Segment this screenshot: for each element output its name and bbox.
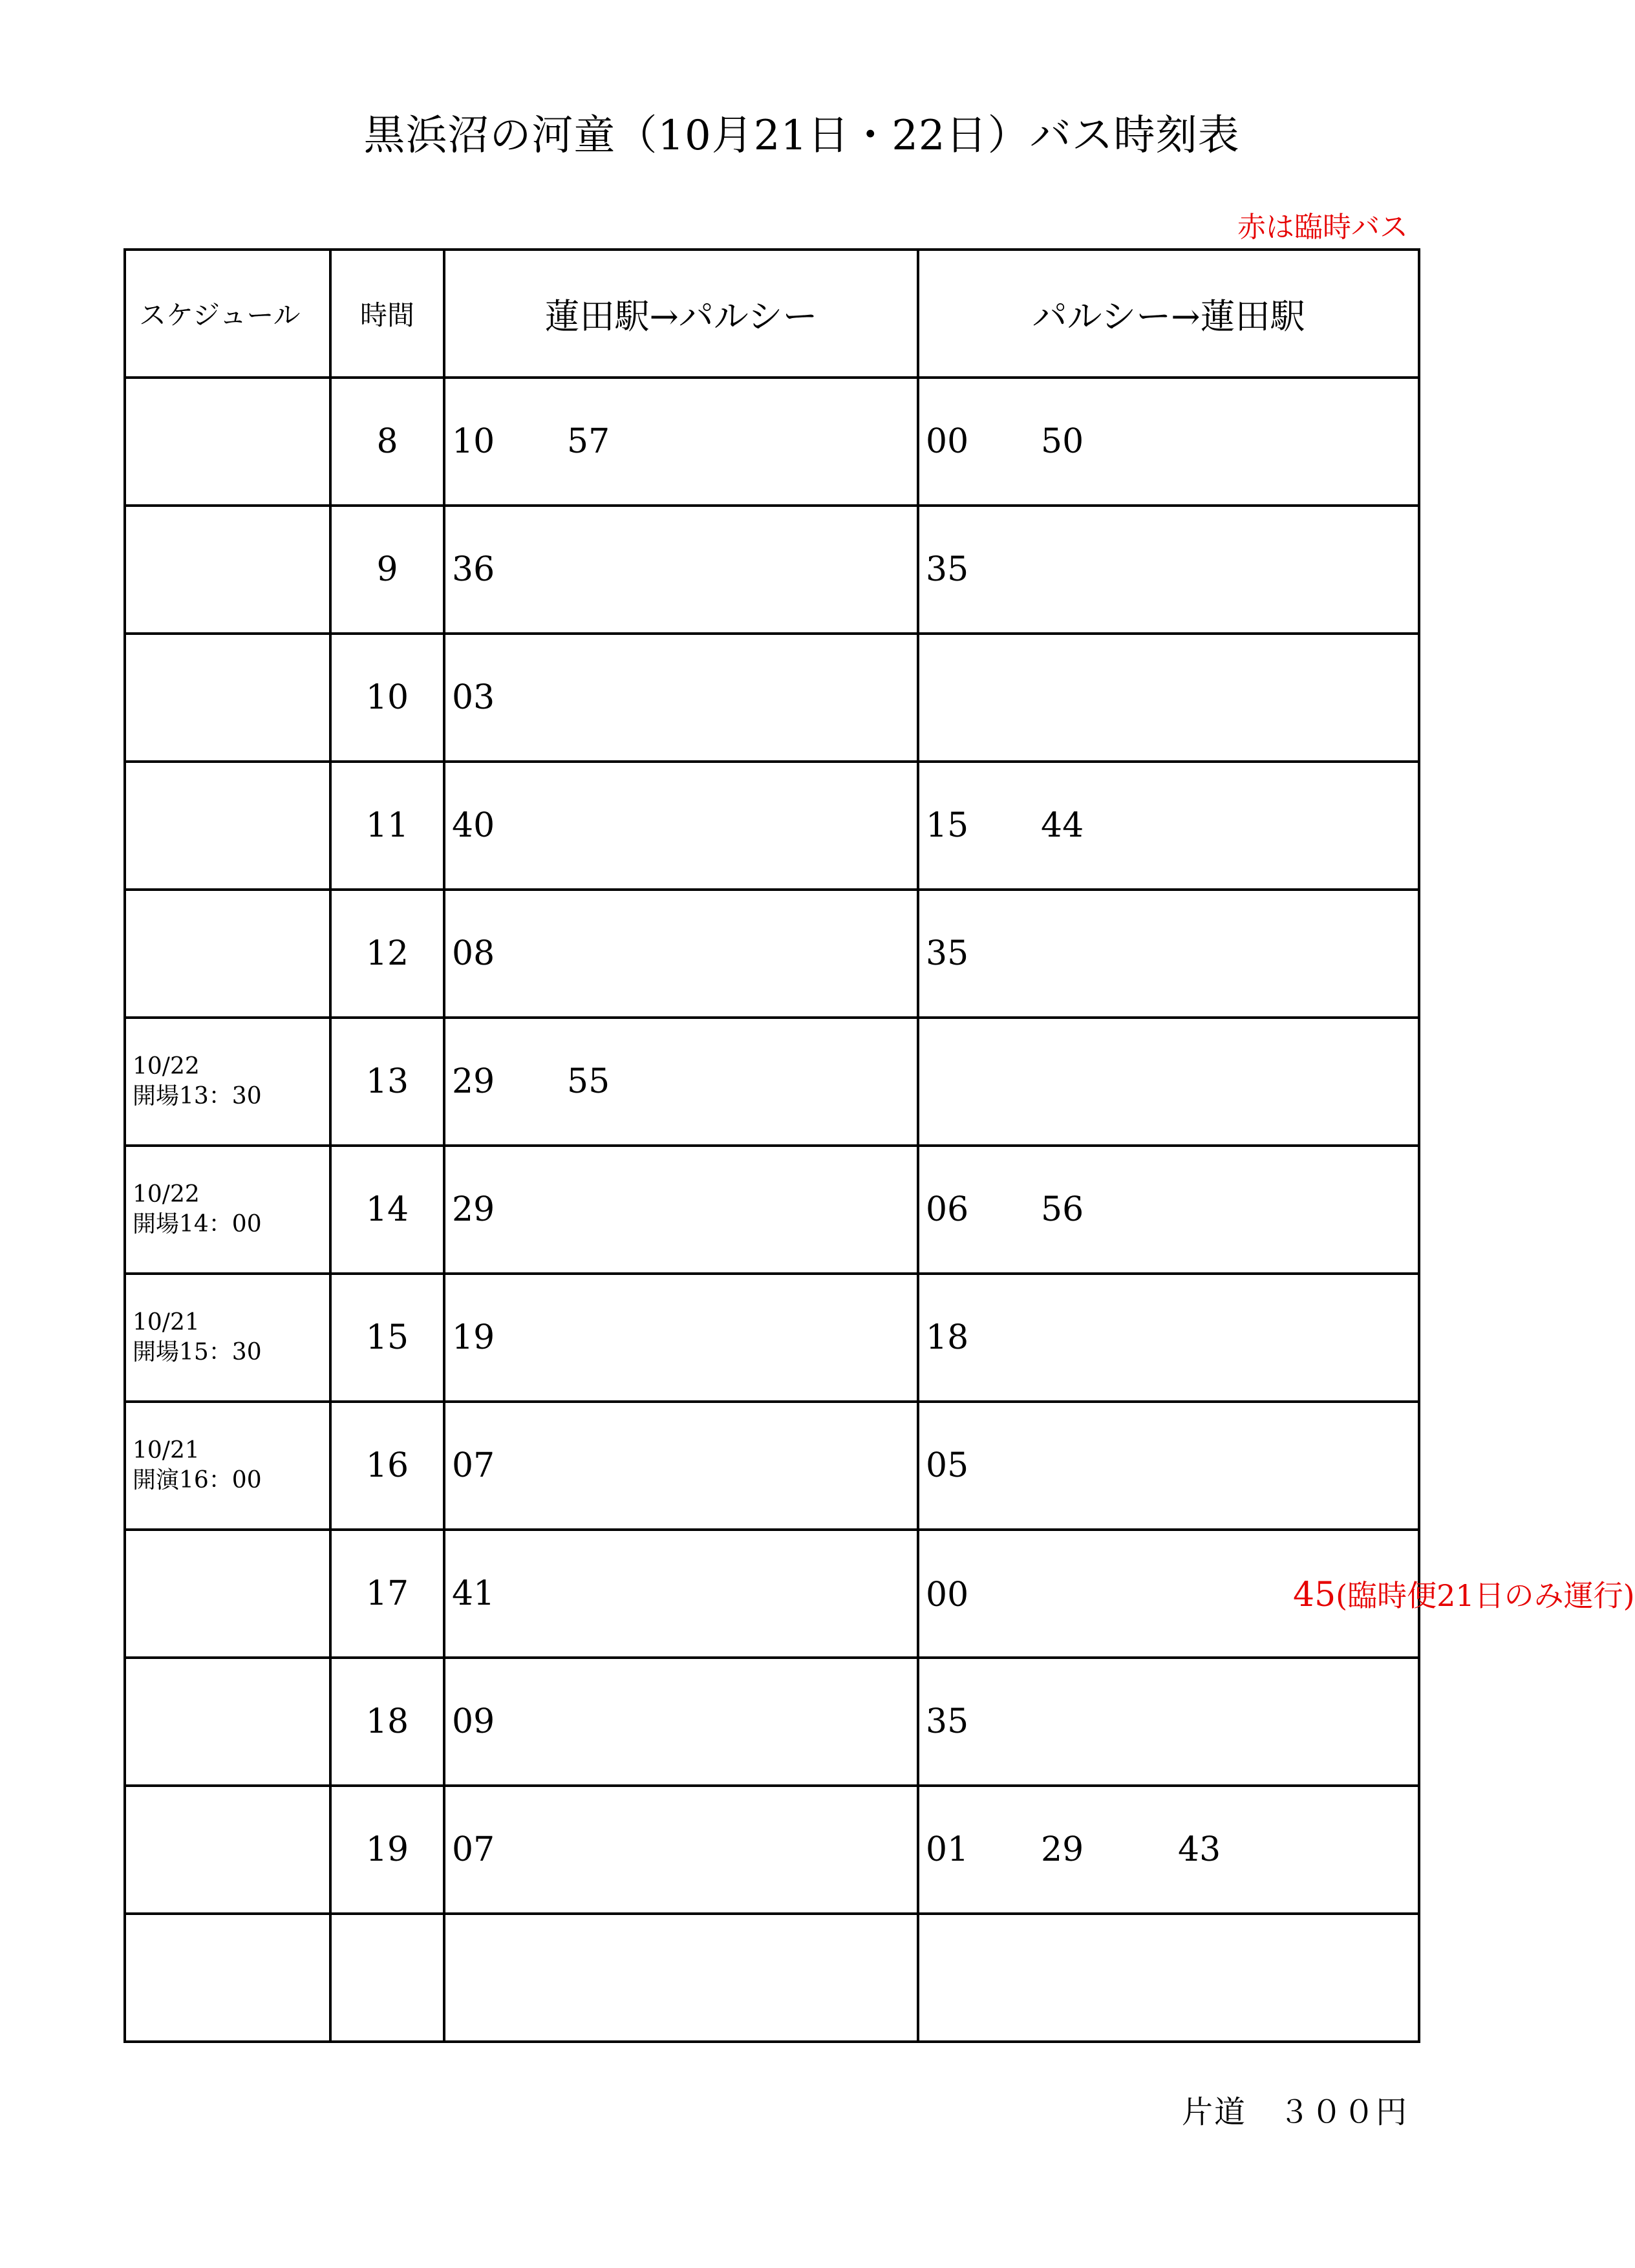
departure-cell-to-parcy — [444, 378, 918, 506]
schedule-event: 開場14：00 — [133, 1211, 262, 1237]
departure-minute: 35 — [926, 934, 969, 973]
table-row — [125, 1786, 1419, 1914]
hour-cell: 18 — [330, 1658, 444, 1786]
schedule-date: 10/22 — [133, 1181, 200, 1208]
departure-cell-to-parcy — [444, 762, 918, 890]
hour-cell: 12 — [330, 890, 444, 1018]
schedule-cell — [125, 1658, 330, 1786]
departure-minute: 06 — [926, 1190, 969, 1229]
departure-cell-to-hasuda — [918, 1786, 1419, 1914]
hour-cell: 8 — [330, 378, 444, 506]
departure-cell-to-hasuda — [918, 1914, 1419, 2042]
departure-cell-to-parcy — [444, 506, 918, 634]
departure-minute: 05 — [926, 1446, 969, 1485]
departure-minute: 08 — [452, 934, 495, 973]
timetable-header-row — [125, 250, 1419, 378]
schedule-cell — [125, 890, 330, 1018]
schedule-cell — [125, 1530, 330, 1658]
schedule-cell — [125, 1786, 330, 1914]
hour-cell: 13 — [330, 1018, 444, 1146]
timetable-body — [125, 378, 1635, 2042]
schedule-date: 10/22 — [133, 1053, 200, 1080]
departure-cell-to-hasuda — [918, 378, 1419, 506]
departure-minute: 35 — [926, 550, 969, 589]
departure-minute: 10 — [452, 422, 495, 461]
table-row — [125, 1914, 1419, 2042]
header-schedule: スケジュール — [125, 250, 330, 378]
schedule-cell — [125, 1914, 330, 2042]
departure-minute: 44 — [1041, 806, 1084, 845]
table-row — [125, 762, 1419, 890]
schedule-cell — [125, 1402, 330, 1530]
departure-cell-to-parcy — [444, 1274, 918, 1402]
departure-cell-to-hasuda — [918, 1402, 1419, 1530]
table-row — [125, 634, 1419, 762]
header-to-parcy: 蓮田駅→パルシー — [444, 250, 918, 378]
departure-minute: 19 — [452, 1318, 495, 1357]
departure-minute: 03 — [452, 678, 495, 717]
table-row — [125, 506, 1419, 634]
departure-cell-to-parcy — [444, 1530, 918, 1658]
table-row — [125, 1018, 1419, 1146]
departure-minute: 09 — [452, 1702, 495, 1741]
hour-cell: 14 — [330, 1146, 444, 1274]
departure-cell-to-parcy — [444, 1786, 918, 1914]
table-row — [125, 1402, 1419, 1530]
hour-cell: 16 — [330, 1402, 444, 1530]
departure-cell-to-parcy — [444, 1402, 918, 1530]
hour-cell: 10 — [330, 634, 444, 762]
schedule-cell — [125, 1018, 330, 1146]
departure-minute: 29 — [452, 1190, 495, 1229]
schedule-cell — [125, 634, 330, 762]
departure-cell-to-parcy — [444, 1658, 918, 1786]
departure-minute: 29 — [1041, 1830, 1084, 1869]
table-row — [125, 378, 1419, 506]
schedule-cell — [125, 1274, 330, 1402]
departure-cell-to-hasuda — [918, 634, 1419, 762]
header-to-hasuda: パルシー→蓮田駅 — [918, 250, 1419, 378]
departure-minute: 18 — [926, 1318, 969, 1357]
hour-cell: 9 — [330, 506, 444, 634]
hour-cell — [330, 1914, 444, 2042]
departure-cell-to-parcy — [444, 634, 918, 762]
hour-cell: 11 — [330, 762, 444, 890]
departure-minute: 57 — [567, 422, 610, 461]
special-departure — [1293, 1572, 1635, 1615]
page-title: 黒浜沼の河童（10月21日・22日）バス時刻表 — [363, 112, 1240, 160]
departure-minute: 40 — [452, 806, 495, 845]
departure-minute: 00 — [926, 422, 969, 461]
departure-cell-to-hasuda — [918, 1274, 1419, 1402]
schedule-event: 開場13：30 — [133, 1083, 262, 1109]
hour-cell: 15 — [330, 1274, 444, 1402]
table-row — [125, 1274, 1419, 1402]
departure-minute: 36 — [452, 550, 495, 589]
schedule-event: 開場15：30 — [133, 1339, 262, 1365]
fare-note: 片道 ３００円 — [1181, 2094, 1408, 2130]
departure-cell-to-hasuda — [918, 1658, 1419, 1786]
departure-minute: 56 — [1041, 1190, 1084, 1229]
table-row — [125, 890, 1419, 1018]
departure-minute: 00 — [926, 1576, 969, 1614]
departure-minute: 15 — [926, 806, 969, 845]
departure-cell-to-parcy — [444, 1914, 918, 2042]
timetable — [123, 248, 1635, 2043]
departure-minute: 43 — [1178, 1830, 1221, 1869]
departure-cell-to-hasuda — [918, 1530, 1635, 1658]
schedule-date: 10/21 — [133, 1309, 200, 1336]
departure-minute: 07 — [452, 1830, 495, 1869]
departure-cell-to-hasuda — [918, 1146, 1419, 1274]
departure-minute: 35 — [926, 1702, 969, 1741]
departure-cell-to-hasuda — [918, 890, 1419, 1018]
departure-cell-to-parcy — [444, 1018, 918, 1146]
schedule-cell — [125, 378, 330, 506]
table-row — [125, 1146, 1419, 1274]
special-note: (臨時便21日のみ運行) — [1336, 1578, 1635, 1613]
header-hour: 時間 — [330, 250, 444, 378]
departure-cell-to-parcy — [444, 1146, 918, 1274]
schedule-cell — [125, 506, 330, 634]
departure-minute: 41 — [452, 1574, 495, 1613]
table-row — [125, 1530, 1419, 1658]
schedule-cell — [125, 1146, 330, 1274]
hour-cell: 19 — [330, 1786, 444, 1914]
schedule-cell — [125, 762, 330, 890]
departure-cell-to-hasuda — [918, 762, 1419, 890]
departure-minute: 29 — [452, 1062, 495, 1101]
schedule-date: 10/21 — [133, 1437, 200, 1464]
schedule-event: 開演16：00 — [133, 1467, 262, 1493]
departure-cell-to-hasuda — [918, 506, 1419, 634]
departure-cell-to-hasuda — [918, 1018, 1419, 1146]
departure-cell-to-parcy — [444, 890, 918, 1018]
table-row — [125, 1658, 1419, 1786]
hour-cell: 17 — [330, 1530, 444, 1658]
departure-minute: 55 — [567, 1062, 610, 1101]
departure-minute: 50 — [1041, 422, 1084, 461]
special-minute: 45 — [1293, 1576, 1336, 1614]
legend-note: 赤は臨時バス — [1237, 211, 1408, 244]
departure-minute: 01 — [926, 1830, 969, 1869]
departure-minute: 07 — [452, 1446, 495, 1485]
